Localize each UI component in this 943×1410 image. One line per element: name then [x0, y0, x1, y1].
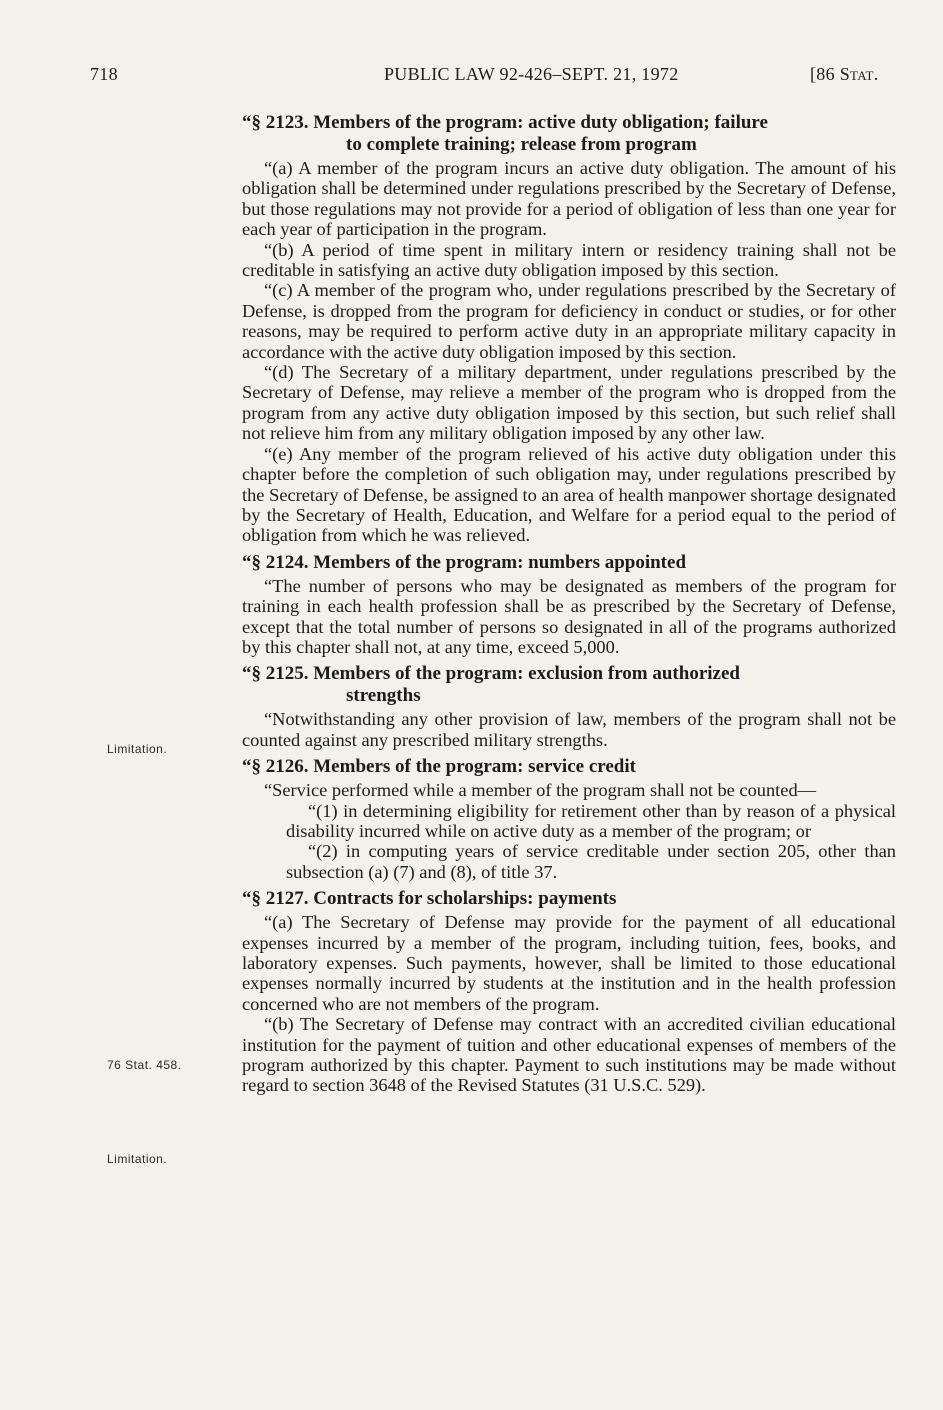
- section-2123-b: “(b) A period of time spent in military intern or residency training shall not be creditable in satisfying an active duty obligation imposed by this section.: [242, 239, 896, 281]
- stat-label: Stat.: [839, 64, 879, 84]
- running-header-title: PUBLIC LAW 92-426–SEPT. 21, 1972: [384, 64, 679, 84]
- section-2124-heading: “§ 2124. Members of the program: numbers appointed: [242, 551, 687, 573]
- margin-note-limitation: Limitation.: [107, 1152, 168, 1166]
- section-2123-c: “(c) A member of the program who, under regulations prescribed by the Secretary of Defense, is dropped from the program for deficiency in conduct or studies, or for other reasons, may be required to perform active duty in an appropriate military capacity in accordance with the active duty obligation imposed by this section.: [242, 280, 896, 362]
- section-2126-text: “Service performed while a member of the program shall not be counted—: [264, 780, 817, 801]
- document-body: [242, 112, 896, 1096]
- section-2127-b: “(b) The Secretary of Defense may contract with an accredited civilian educational institution for the payment of tuition and other educational expenses of members of the program authorized by this chapter. Payment to such institutions may be made without regard to section 3648 of the Revised Statutes (31 U.S.C. 529).: [242, 1014, 896, 1096]
- section-2123-a: “(a) A member of the program incurs an active duty obligation. The amount of his obligation shall be determined under regulations prescribed by the Secretary of Defense, but those regulations may not provide for a period of obligation of less than one year for each year of participation in the program.: [242, 158, 896, 240]
- margin-note-limitation: Limitation.: [107, 742, 168, 756]
- stat-reference: [810, 64, 879, 85]
- section-2125-heading: “§ 2125. Members of the program: exclusion from authorized strengths: [242, 663, 740, 707]
- section-2123-e: “(e) Any member of the program relieved of his active duty obligation under this chapter before the completion of such obligation may, under regulations prescribed by the Secretary of Defense, be assigned to an area of health manpower shortage designated by the Secretary of Health, Education, and Welfare for a period equal to the period of obligation from which he was relieved.: [242, 443, 896, 546]
- section-2124-text: “The number of persons who may be designated as members of the program for training in each health profession shall be as prescribed by the Secretary of Defense, except that the total number of persons so designated in all of the programs authorized by this chapter shall not, at any time, exceed 5,000.: [242, 575, 896, 657]
- section-2126-item-1: “(1) in determining eligibility for retirement other than by reason of a physical disability incurred while on active duty as a member of the program; or: [286, 800, 896, 841]
- page-number: 718: [90, 64, 118, 84]
- margin-note-stat-ref: 76 Stat. 458.: [107, 1058, 182, 1072]
- section-2123-d: “(d) The Secretary of a military department, under regulations prescribed by the Secretary of Defense, may relieve a member of the program who is dropped from the program from any active duty obligation imposed by this section, but such relief shall not relieve him from any military obligation imposed by any other law.: [242, 362, 896, 444]
- section-2125-text: “Notwithstanding any other provision of law, members of the program shall not be counted against any prescribed military strengths.: [242, 709, 896, 750]
- stat-prefix: [86: [810, 64, 835, 84]
- section-2127-a: “(a) The Secretary of Defense may provide for the payment of all educational expenses incurred by a member of the program, including tuition, fees, books, and laboratory expenses. Such payments, however, shall be limited to those educational expenses normally incurred by students at the institution and in the health profession concerned who are not members of the program.: [242, 912, 896, 1014]
- section-2126-heading: “§ 2126. Members of the program: service credit: [242, 756, 636, 778]
- section-2127-heading: “§ 2127. Contracts for scholarships: payments: [242, 888, 617, 910]
- section-2123-heading: “§ 2123. Members of the program: active duty obligation; failure to complete training; release from program: [242, 112, 768, 155]
- section-2126-item-2: “(2) in computing years of service creditable under section 205, other than subsection (a) (7) and (8), of title 37.: [286, 841, 896, 882]
